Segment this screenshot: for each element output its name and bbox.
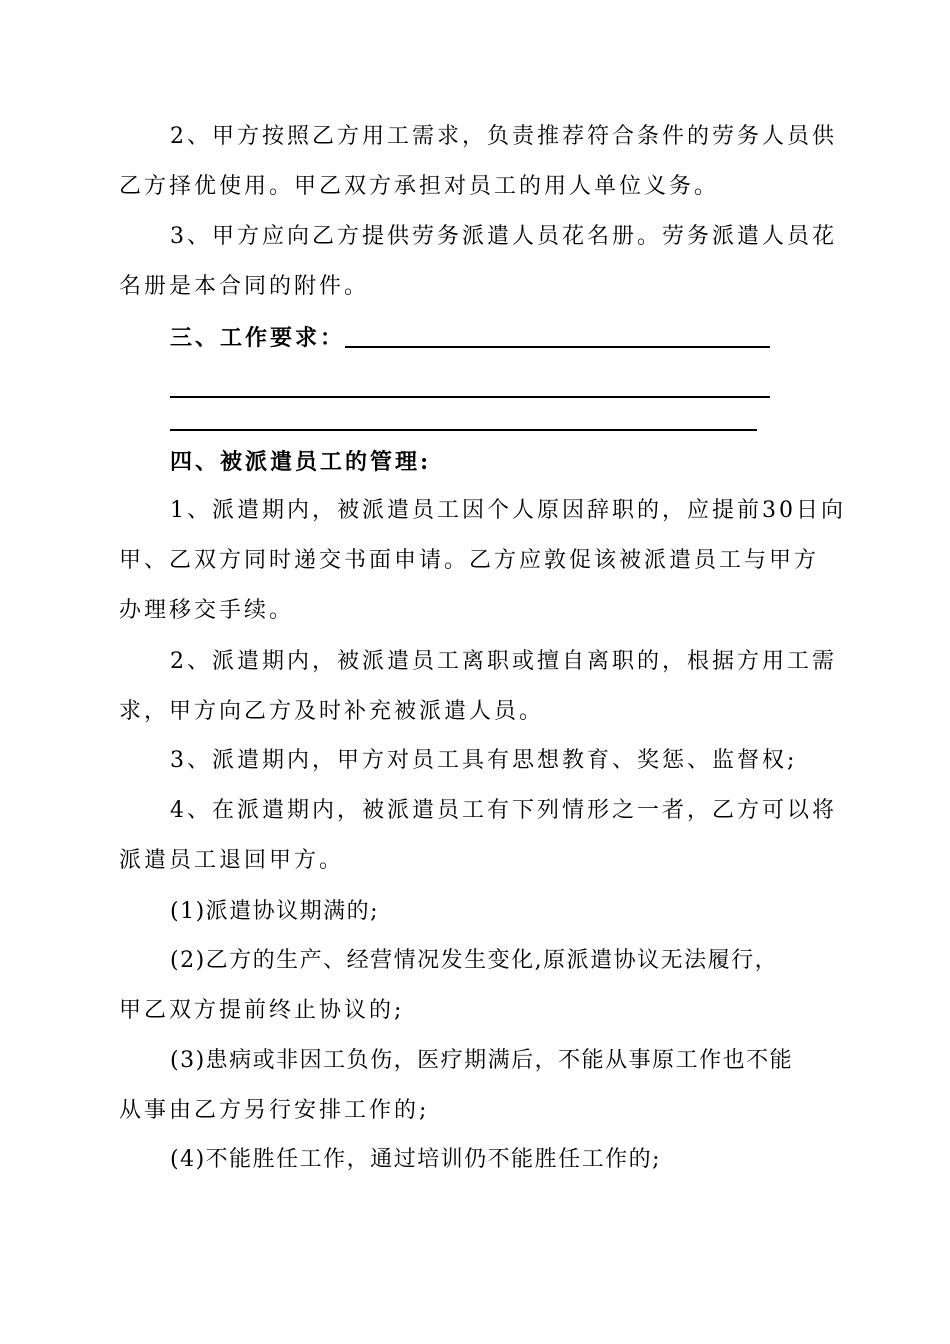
sub-item-3-line-2: 从事由乙方另行安排工作的;	[119, 1098, 430, 1123]
clause-4-4-line-1: 4、在派遣期内，被派遣员工有下列情形之一者，乙方可以将	[170, 798, 837, 823]
clause-2-3-line-1: 3、甲方应向乙方提供劳务派遣人员花名册。劳务派遣人员花	[170, 224, 837, 249]
clause-4-2-line-2: 求，甲方向乙方及时补充被派遣人员。	[119, 699, 545, 724]
blank-fill-line-1	[345, 346, 770, 348]
clause-2-3-line-2: 名册是本合同的附件。	[119, 274, 370, 299]
sub-item-4: (4)不能胜任工作，通过培训仍不能胜任工作的;	[170, 1147, 662, 1172]
section-3-heading: 三、工作要求：	[170, 325, 346, 351]
clause-2-2-line-2: 乙方择优使用。甲乙双方承担对员工的用人单位义务。	[119, 174, 720, 199]
sub-item-1: (1)派遣协议期满的;	[170, 899, 380, 924]
clause-4-1-line-1: 1、派遣期内，被派遣员工因个人原因辞职的，应提前30日向	[170, 498, 846, 523]
blank-fill-line-2	[170, 396, 770, 398]
sub-item-3-line-1: (3)患病或非因工负伤，医疗期满后，不能从事原工作也不能	[170, 1048, 794, 1073]
sub-item-2-line-2: 甲乙双方提前终止协议的;	[119, 998, 405, 1023]
section-4-heading: 四、被派遣员工的管理:	[170, 449, 432, 475]
clause-4-1-line-3: 办理移交手续。	[119, 598, 295, 623]
clause-4-2-line-1: 2、派遣期内，被派遣员工离职或擅自离职的，根据方用工需	[170, 649, 837, 674]
sub-item-2-line-1: (2)乙方的生产、经营情况发生变化,原派遣协议无法履行，	[170, 948, 779, 973]
clause-4-4-line-2: 派遣员工退回甲方。	[119, 848, 345, 873]
blank-fill-line-3	[170, 429, 757, 431]
clause-2-2-line-1: 2、甲方按照乙方用工需求，负责推荐符合条件的劳务人员供	[170, 124, 837, 149]
clause-4-3: 3、派遣期内，甲方对员工具有思想教育、奖惩、监督权;	[170, 748, 798, 773]
clause-4-1-line-2: 甲、乙双方同时递交书面申请。乙方应敦促该被派遣员工与甲方	[119, 548, 820, 573]
